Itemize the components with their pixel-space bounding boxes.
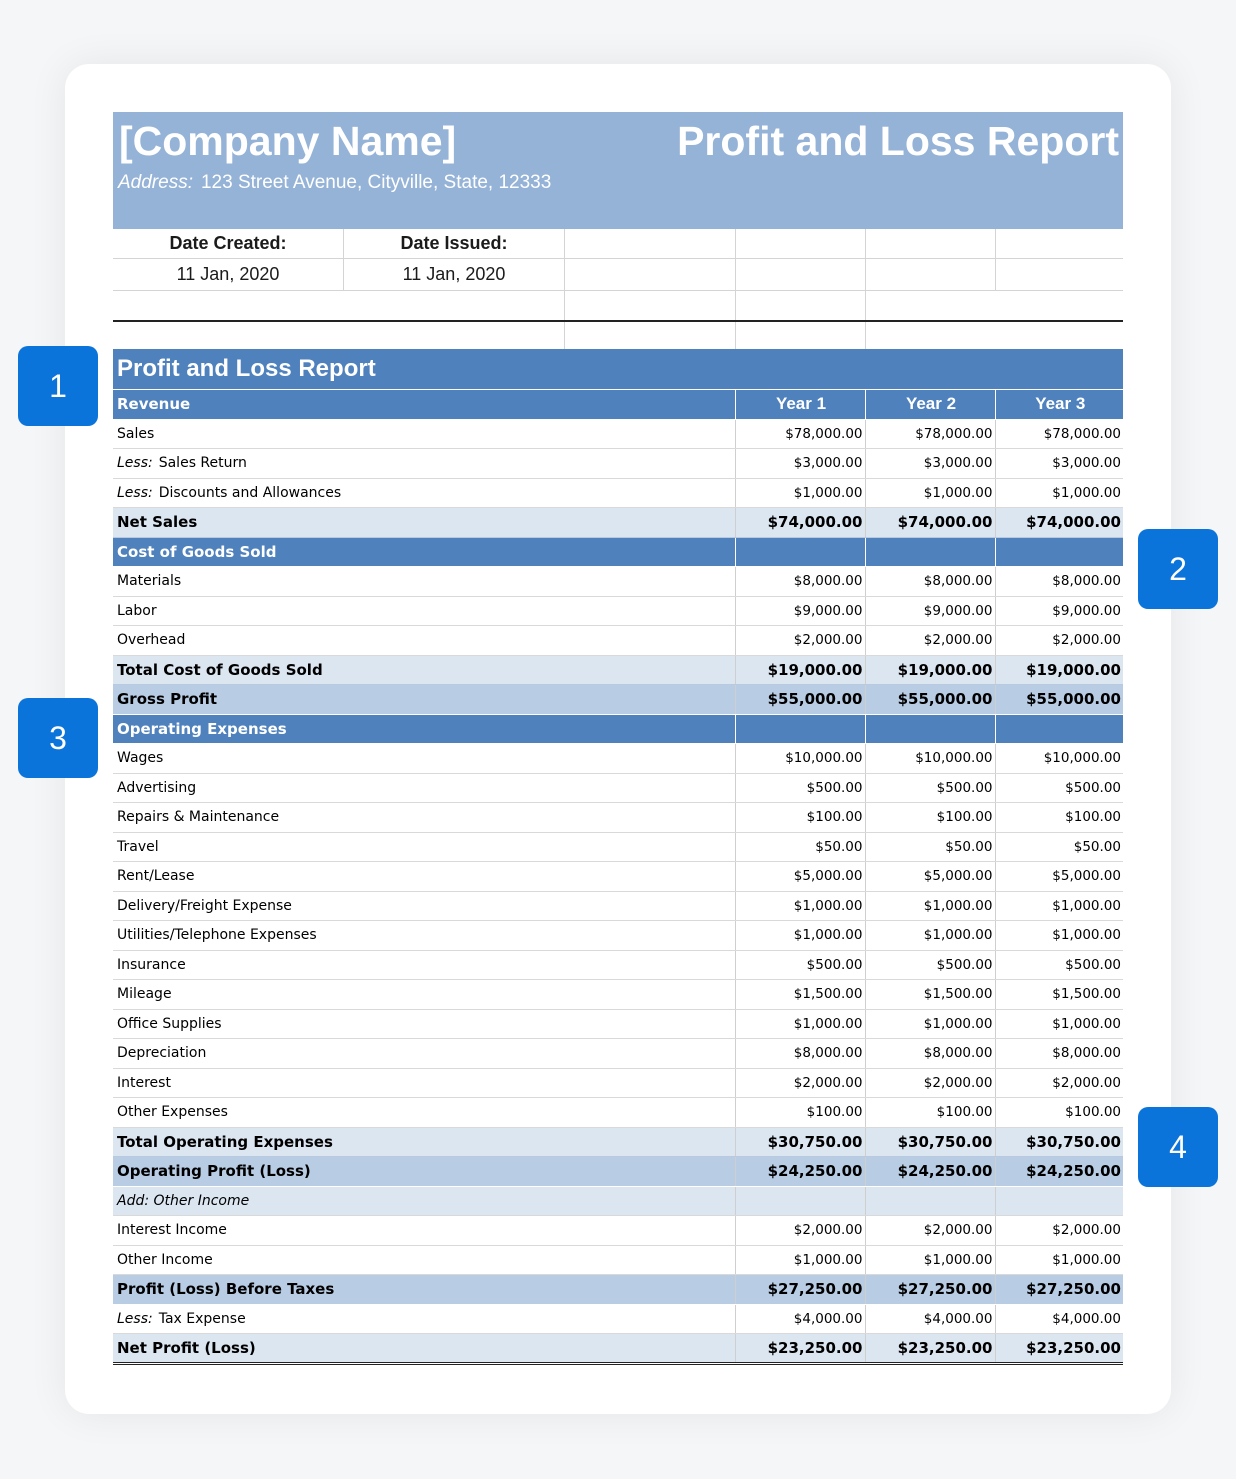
table-row <box>113 1245 1123 1275</box>
value-cell: $10,000.00 <box>865 744 995 774</box>
value-cell: $1,000.00 <box>735 478 865 508</box>
value-cell: $1,000.00 <box>735 921 865 951</box>
year-3-header: Year 3 <box>995 390 1123 420</box>
value-cell: $27,250.00 <box>865 1275 995 1305</box>
value-cell: $19,000.00 <box>995 655 1123 685</box>
table-row <box>113 803 1123 833</box>
net-sales-row <box>113 508 1123 538</box>
value-cell: $50.00 <box>865 832 995 862</box>
row-label: Sales <box>113 419 735 449</box>
table-row <box>113 832 1123 862</box>
date-created-label: Date Created: <box>169 233 287 253</box>
value-cell: $2,000.00 <box>735 626 865 656</box>
value-cell: $27,250.00 <box>995 1275 1123 1305</box>
row-label: Advertising <box>113 773 735 803</box>
row-label-text: Sales Return <box>158 455 247 472</box>
row-label: Interest Income <box>113 1216 735 1246</box>
date-issued-label: Date Issued: <box>400 233 508 253</box>
value-cell: $4,000.00 <box>735 1304 865 1334</box>
table-row <box>113 980 1123 1010</box>
value-cell: $1,000.00 <box>995 1009 1123 1039</box>
table-row <box>113 1304 1123 1334</box>
row-label: Profit (Loss) Before Taxes <box>113 1275 735 1305</box>
value-cell: $100.00 <box>735 1098 865 1128</box>
value-cell: $1,000.00 <box>865 478 995 508</box>
value-cell: $50.00 <box>735 832 865 862</box>
row-label: Gross Profit <box>113 685 735 715</box>
value-cell: $10,000.00 <box>735 744 865 774</box>
value-cell: $4,000.00 <box>995 1304 1123 1334</box>
section-cogs: Cost of Goods Sold <box>113 537 735 567</box>
value-cell: $2,000.00 <box>995 1068 1123 1098</box>
row-label: Office Supplies <box>113 1009 735 1039</box>
value-cell: $9,000.00 <box>995 596 1123 626</box>
value-cell: $1,000.00 <box>995 891 1123 921</box>
row-label: Net Profit (Loss) <box>113 1334 735 1364</box>
callout-badge-4: 4 <box>1138 1107 1218 1187</box>
address-value: 123 Street Avenue, Cityville, State, 12333 <box>200 172 552 193</box>
value-cell: $100.00 <box>735 803 865 833</box>
table-row <box>113 449 1123 479</box>
value-cell: $1,000.00 <box>735 1245 865 1275</box>
value-cell: $55,000.00 <box>865 685 995 715</box>
value-cell: $1,500.00 <box>735 980 865 1010</box>
address-line <box>118 172 551 194</box>
value-cell: $100.00 <box>865 1098 995 1128</box>
value-cell: $74,000.00 <box>865 508 995 538</box>
row-prefix: Less: <box>117 1310 153 1327</box>
total-cogs-row <box>113 655 1123 685</box>
section-revenue: Revenue <box>113 390 735 420</box>
value-cell: $500.00 <box>995 773 1123 803</box>
value-cell: $1,000.00 <box>995 1245 1123 1275</box>
value-cell: $1,000.00 <box>735 891 865 921</box>
year-1-header: Year 1 <box>735 390 865 420</box>
row-label <box>113 449 735 479</box>
value-cell: $8,000.00 <box>865 567 995 597</box>
row-label-text: Tax Expense <box>158 1310 246 1327</box>
row-label: Other Expenses <box>113 1098 735 1128</box>
value-cell: $2,000.00 <box>735 1216 865 1246</box>
date-issued-value: 11 Jan, 2020 <box>402 264 506 284</box>
value-cell: $27,250.00 <box>735 1275 865 1305</box>
report-title: Profit and Loss Report <box>677 118 1119 164</box>
row-label <box>113 1304 735 1334</box>
revenue-header-row <box>113 390 1123 420</box>
value-cell: $1,000.00 <box>735 1009 865 1039</box>
dates-grid <box>113 229 1123 349</box>
header-band <box>113 112 1123 229</box>
row-label: Materials <box>113 567 735 597</box>
value-cell: $1,000.00 <box>865 921 995 951</box>
value-cell: $24,250.00 <box>995 1157 1123 1187</box>
value-cell: $100.00 <box>995 1098 1123 1128</box>
value-cell: $500.00 <box>865 773 995 803</box>
row-label: Other Income <box>113 1245 735 1275</box>
table-row <box>113 744 1123 774</box>
value-cell: $2,000.00 <box>995 1216 1123 1246</box>
pnl-table <box>113 349 1123 1365</box>
value-cell: $500.00 <box>995 950 1123 980</box>
value-cell: $8,000.00 <box>995 1039 1123 1069</box>
table-row <box>113 1039 1123 1069</box>
value-cell: $50.00 <box>995 832 1123 862</box>
value-cell: $3,000.00 <box>735 449 865 479</box>
value-cell: $5,000.00 <box>735 862 865 892</box>
value-cell: $10,000.00 <box>995 744 1123 774</box>
value-cell: $9,000.00 <box>865 596 995 626</box>
value-cell: $23,250.00 <box>735 1334 865 1364</box>
row-label: Net Sales <box>113 508 735 538</box>
value-cell: $3,000.00 <box>995 449 1123 479</box>
value-cell: $55,000.00 <box>735 685 865 715</box>
row-label: Depreciation <box>113 1039 735 1069</box>
value-cell: $1,000.00 <box>865 1245 995 1275</box>
report-sheet <box>113 112 1123 1365</box>
table-row <box>113 419 1123 449</box>
row-label: Insurance <box>113 950 735 980</box>
value-cell: $23,250.00 <box>865 1334 995 1364</box>
value-cell: $5,000.00 <box>865 862 995 892</box>
row-label: Operating Profit (Loss) <box>113 1157 735 1187</box>
row-label: Mileage <box>113 980 735 1010</box>
row-label: Overhead <box>113 626 735 656</box>
value-cell: $4,000.00 <box>865 1304 995 1334</box>
total-opex-row <box>113 1127 1123 1157</box>
table-banner: Profit and Loss Report <box>113 349 1123 390</box>
value-cell: $2,000.00 <box>865 1216 995 1246</box>
value-cell: $74,000.00 <box>995 508 1123 538</box>
value-cell: $100.00 <box>995 803 1123 833</box>
date-created-value: 11 Jan, 2020 <box>176 264 280 284</box>
value-cell: $1,000.00 <box>995 921 1123 951</box>
value-cell: $30,750.00 <box>735 1127 865 1157</box>
callout-badge-3: 3 <box>18 698 98 778</box>
value-cell: $1,000.00 <box>995 478 1123 508</box>
cogs-header-row <box>113 537 1123 567</box>
other-income-header-row <box>113 1186 1123 1216</box>
value-cell: $30,750.00 <box>995 1127 1123 1157</box>
value-cell: $8,000.00 <box>735 1039 865 1069</box>
value-cell: $1,000.00 <box>865 891 995 921</box>
value-cell: $2,000.00 <box>735 1068 865 1098</box>
table-row <box>113 1098 1123 1128</box>
table-row <box>113 862 1123 892</box>
profit-before-taxes-row <box>113 1275 1123 1305</box>
value-cell: $3,000.00 <box>865 449 995 479</box>
value-cell: $8,000.00 <box>995 567 1123 597</box>
callout-badge-2: 2 <box>1138 529 1218 609</box>
value-cell: $30,750.00 <box>865 1127 995 1157</box>
table-row <box>113 478 1123 508</box>
value-cell: $9,000.00 <box>735 596 865 626</box>
row-label: Wages <box>113 744 735 774</box>
row-prefix: Less: <box>117 455 153 472</box>
year-2-header: Year 2 <box>865 390 995 420</box>
table-row <box>113 773 1123 803</box>
value-cell: $19,000.00 <box>865 655 995 685</box>
value-cell: $8,000.00 <box>865 1039 995 1069</box>
value-cell: $24,250.00 <box>735 1157 865 1187</box>
table-banner-row <box>113 349 1123 390</box>
value-cell: $500.00 <box>735 950 865 980</box>
table-row <box>113 596 1123 626</box>
value-cell: $500.00 <box>865 950 995 980</box>
row-prefix: Less: <box>117 484 153 501</box>
row-label: Delivery/Freight Expense <box>113 891 735 921</box>
table-row <box>113 891 1123 921</box>
address-label: Address: <box>118 172 193 193</box>
operating-profit-row <box>113 1157 1123 1187</box>
row-label: Interest <box>113 1068 735 1098</box>
table-row <box>113 950 1123 980</box>
value-cell: $24,250.00 <box>865 1157 995 1187</box>
row-label: Total Cost of Goods Sold <box>113 655 735 685</box>
value-cell: $500.00 <box>735 773 865 803</box>
row-label: Labor <box>113 596 735 626</box>
row-label: Rent/Lease <box>113 862 735 892</box>
value-cell: $1,500.00 <box>865 980 995 1010</box>
value-cell: $55,000.00 <box>995 685 1123 715</box>
company-name: [Company Name] <box>119 118 457 164</box>
table-row <box>113 1068 1123 1098</box>
row-label: Add: Other Income <box>113 1186 735 1216</box>
value-cell: $78,000.00 <box>735 419 865 449</box>
value-cell: $8,000.00 <box>735 567 865 597</box>
callout-badge-1: 1 <box>18 346 98 426</box>
row-label: Travel <box>113 832 735 862</box>
value-cell: $2,000.00 <box>865 1068 995 1098</box>
row-label: Repairs & Maintenance <box>113 803 735 833</box>
value-cell: $78,000.00 <box>865 419 995 449</box>
row-label: Utilities/Telephone Expenses <box>113 921 735 951</box>
value-cell: $1,000.00 <box>865 1009 995 1039</box>
table-row <box>113 626 1123 656</box>
value-cell: $100.00 <box>865 803 995 833</box>
value-cell: $23,250.00 <box>995 1334 1123 1364</box>
section-opex: Operating Expenses <box>113 714 735 744</box>
table-row <box>113 1009 1123 1039</box>
value-cell: $74,000.00 <box>735 508 865 538</box>
value-cell: $1,500.00 <box>995 980 1123 1010</box>
value-cell: $2,000.00 <box>995 626 1123 656</box>
value-cell: $19,000.00 <box>735 655 865 685</box>
row-label: Total Operating Expenses <box>113 1127 735 1157</box>
value-cell: $5,000.00 <box>995 862 1123 892</box>
row-label-text: Discounts and Allowances <box>158 484 342 501</box>
net-profit-row <box>113 1334 1123 1364</box>
value-cell: $2,000.00 <box>865 626 995 656</box>
value-cell: $78,000.00 <box>995 419 1123 449</box>
table-row <box>113 1216 1123 1246</box>
table-row <box>113 921 1123 951</box>
opex-header-row <box>113 714 1123 744</box>
row-label <box>113 478 735 508</box>
table-row <box>113 567 1123 597</box>
gross-profit-row <box>113 685 1123 715</box>
